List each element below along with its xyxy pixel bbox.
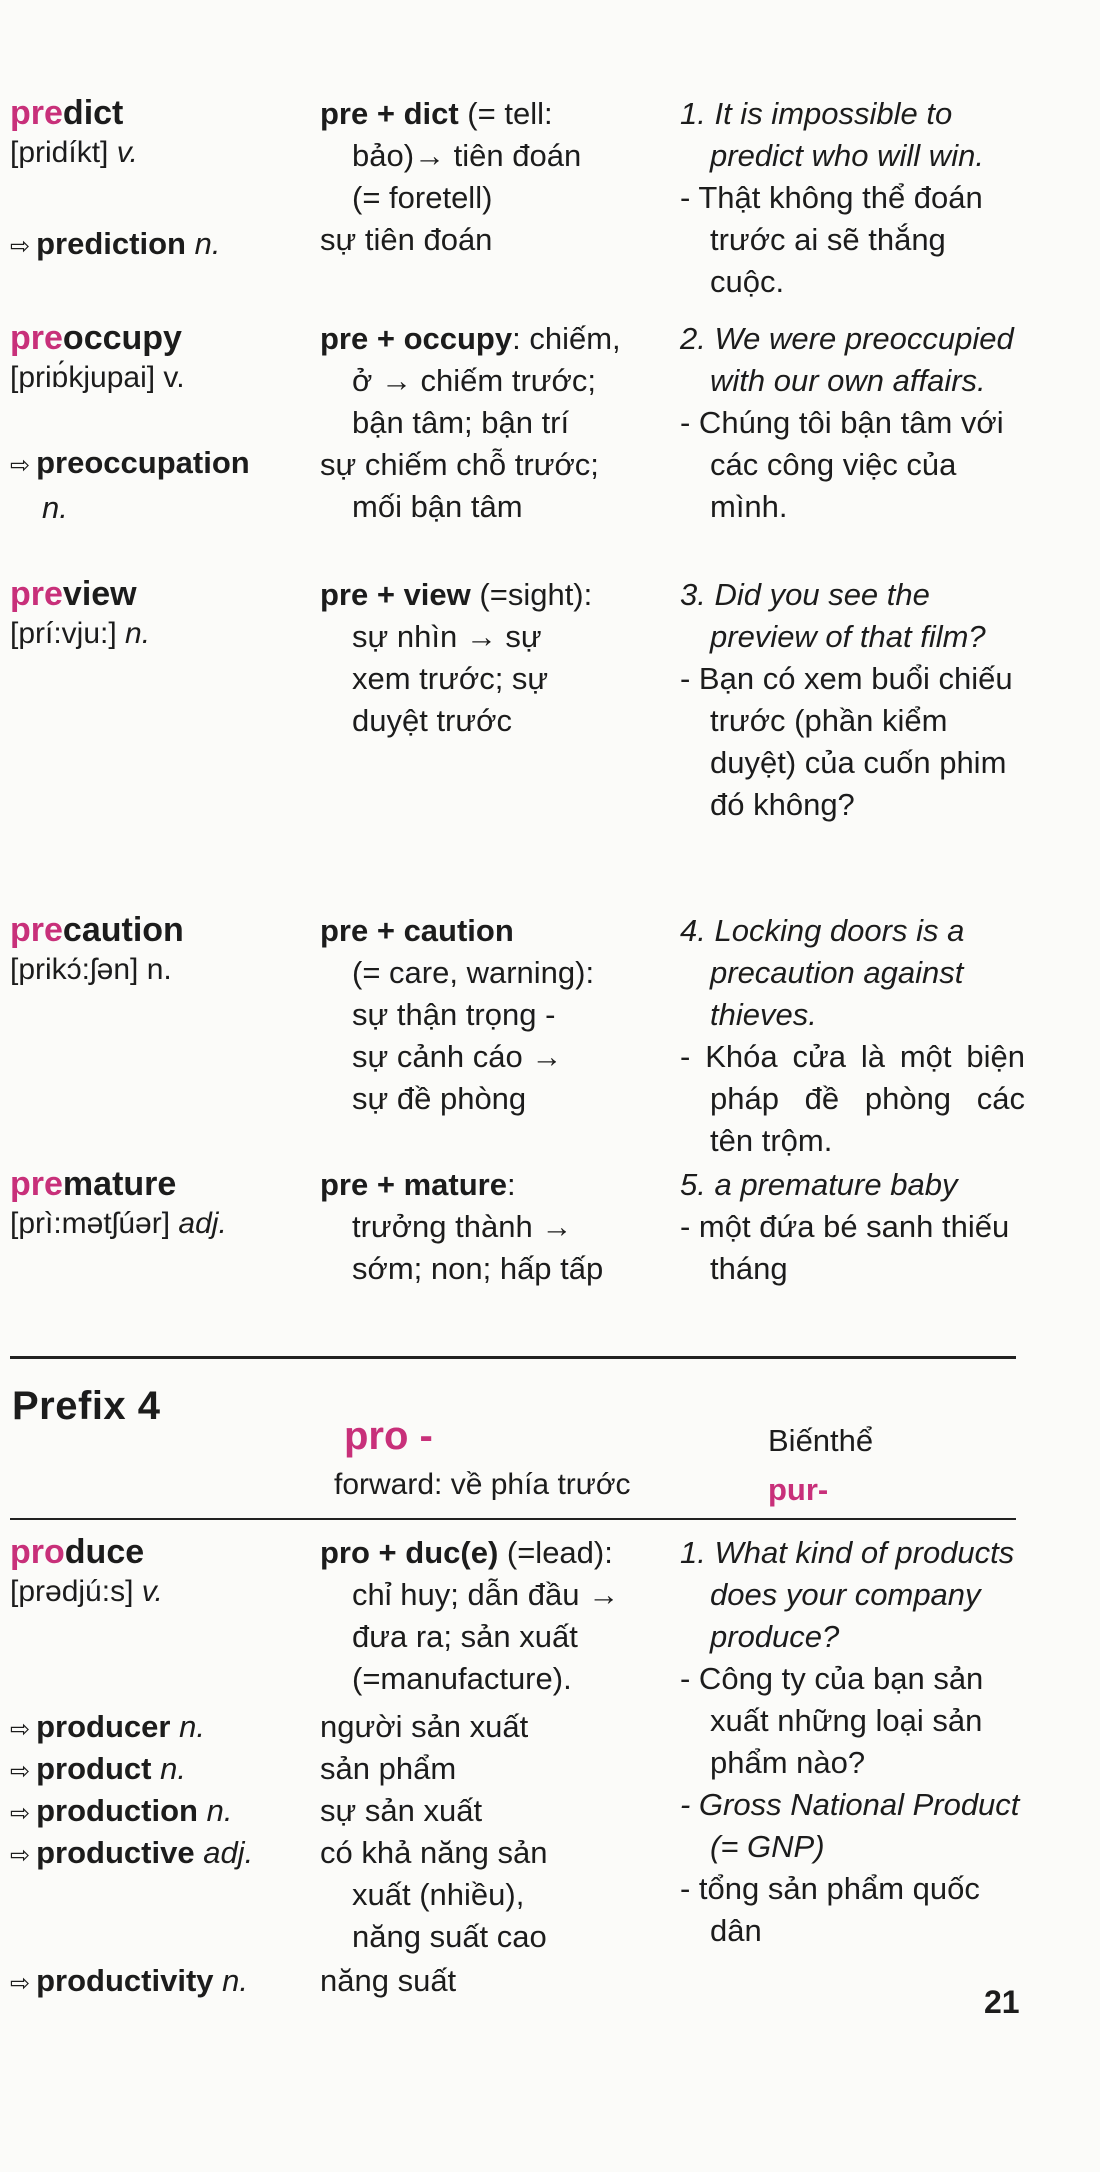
section-label: Prefix 4 [12,1384,161,1428]
example-english: 3. Did you see the preview of that film? [680,577,986,654]
derived-word-pos: n. [42,490,68,525]
pronunciation: [prí:vju:] n. [10,617,151,650]
etymology-line: sớm; non; hấp tấp [352,1251,604,1286]
example-vietnamese: - Thật không thể đoán trước ai sẽ thắng cuộc. [680,180,983,299]
right-arrow-outline-icon: ⇨ [10,233,31,260]
derived-meaning: mối bận tâm [352,489,523,524]
example-column [680,1164,1025,1290]
example-english: 4. Locking doors is a precaution against thieves. [680,913,965,1032]
headword-column [10,574,310,654]
derived-meaning: có khả năng sản xuất (nhiều), năng suất cao [320,1835,548,1954]
derived-meaning: sự sản xuất [320,1793,483,1828]
etymology-line: sự cảnh cáo → [352,1039,563,1074]
pronunciation: [prədjú:s] v. [10,1575,163,1608]
example-column [680,318,1025,528]
etymology-line: bận tâm; bận trí [352,405,570,440]
etymology-line: xem trước; sự [352,661,549,696]
etymology-column [320,93,670,261]
etymology-column [320,574,670,742]
etymology-line: đưa ra; sản xuất [352,1619,578,1654]
headword-column [10,93,310,268]
section-meaning: forward: về phía trước [334,1468,631,1501]
derived-meaning: người sản xuất [320,1709,529,1744]
example-column [680,574,1025,826]
etymology-line: pre + mature: [320,1167,516,1202]
dictionary-page: predict [pridíkt] v. ⇨ prediction n. pre + dict (= tell: bảo)→ tiên đoán (= foretell) sự tiên đoán 1. It is impossible to predict who will win. - Thật không thể đoán trước ai sẽ thắng cuộc. preoccupy [priɒ́kjupai] v. ⇨ preoccupation n. pre + occupy: chiếm, ở → chiếm trước; bận tâm; bận trí sự chiếm chỗ trước; mối bận tâm 2. We were preoccupied with our own affairs. - Chúng tôi bận tâm với các công việc của mình. preview [prí:vju:] n. pre + view (=sight): sự nhìn → sự xem trước; sự duyệt trước 3. Did you see the preview of that film? - Bạn có xem buổi chiếu trước (phần kiểm duyệt) của cuốn phim đó không? precaution [prikɔ́:ʃən] n. pre + caution (= care, warning): sự thận trọng - sự cảnh cáo → sự đề phòng 4. Locking doors is a precaution against thieves. - Khóa cửa là một biện pháp đề phòng các tên trộm. premature [prì:mətʃúər] adj. pre + mature: trưởng thành → sớm; non; hấp tấp 5. a premature baby - một đứa bé sanh thiếu tháng Prefix 4 pro - forward: về phía trước Biếnthể pur- produce [prədjú:s] v. pro + duc(e) (=lead): chỉ huy; dẫn đầu → đưa ra; sản xuất (=manufacture). 1. What kind of products does your company produce? - Công ty của bạn sản xuất những loại sản phẩm nào? - Gross National Product (= GNP) - tổng sản phẩm quốc dân ⇨ producer n. người sản xuất ⇨ product n. sản phẩm ⇨ production n. sự sản xuất ⇨ productive adj. có khả năng sản xuất (nhiều), năng suất cao ⇨ productivity n. năng suất 21 [10,94,1025,2020]
headword: premature [10,1165,177,1203]
right-arrow-outline-icon: ⇨ [10,1716,31,1743]
headword: predict [10,94,124,132]
derived-meaning: sản phẩm [320,1751,457,1786]
example-vietnamese: - Bạn có xem buổi chiếu trước (phần kiểm duyệt) của cuốn phim đó không? [680,661,1013,822]
example-english: 1. It is impossible to predict who will win. [680,96,984,173]
etymology-line: pre + caution [320,913,514,948]
variant-label: Biếnthể [768,1423,874,1458]
etymology-line: pre + view (=sight): [320,577,593,612]
derived-word: ⇨ preoccupation [10,445,250,480]
etymology-line: ở → chiếm trước; [352,363,596,398]
etymology-column [320,1164,670,1290]
pronunciation: [priɒ́kjupai] v. [10,361,185,394]
right-arrow-outline-icon: ⇨ [10,452,31,479]
etymology-line: pre + dict (= tell: [320,96,553,131]
header-divider [10,1518,1016,1520]
etymology-line: sự nhìn → sự [352,619,542,654]
right-arrow-outline-icon: ⇨ [10,1800,31,1827]
pronunciation: [pridíkt] v. [10,136,138,169]
headword: produce [10,1533,145,1571]
example-column [680,1532,1025,1952]
etymology-line: pro + duc(e) (=lead): [320,1535,613,1570]
right-arrow-outline-icon: ⇨ [10,1842,31,1869]
etymology-line: (=manufacture). [352,1661,572,1696]
etymology-line: chỉ huy; dẫn đầu → [352,1577,620,1612]
etymology-column [320,318,670,528]
etymology-line: bảo)→ tiên đoán [352,138,582,173]
example-vietnamese: - tổng sản phẩm quốc dân [680,1871,980,1948]
etymology-column [320,1532,670,1700]
headword: preoccupy [10,319,182,357]
headword-column [10,1164,310,1244]
right-arrow-outline-icon: ⇨ [10,1970,31,1997]
etymology-line: trưởng thành → [352,1209,573,1244]
example-vietnamese: - một đứa bé sanh thiếu tháng [680,1209,1010,1286]
etymology-line: (= foretell) [352,180,493,215]
section-prefix: pro - [344,1414,433,1458]
example-vietnamese: - Chúng tôi bận tâm với các công việc của mình. [680,405,1004,524]
example-column [680,93,1025,303]
etymology-line: sự thận trọng - [352,997,556,1032]
example-column [680,910,1025,1162]
headword: precaution [10,911,184,949]
variant-value: pur- [768,1472,829,1507]
example-vietnamese: - Công ty của bạn sản xuất những loại sản phẩm nào? [680,1661,984,1780]
derived-meaning: sự tiên đoán [320,222,493,257]
page-number: 21 [984,1984,1020,2020]
section-divider [10,1356,1016,1359]
etymology-line: pre + occupy: chiếm, [320,321,621,356]
etymology-line: sự đề phòng [352,1081,527,1116]
derived-meaning: sự chiếm chỗ trước; [320,447,599,482]
headword-column [10,318,310,529]
etymology-column [320,910,670,1120]
right-arrow-outline-icon: ⇨ [10,1758,31,1785]
headword-column [10,1532,310,1612]
example-english: 5. a premature baby [680,1167,958,1202]
headword: preview [10,575,137,613]
derived-meaning: năng suất [320,1963,457,1998]
derived-word: ⇨ prediction n. [10,226,221,261]
etymology-line: (= care, warning): [352,955,595,990]
example-english: - Gross National Product (= GNP) [680,1787,1020,1864]
example-vietnamese: - Khóa cửa là một biện pháp đề phòng các tên trộm. [680,1039,1025,1158]
headword-column [10,910,310,990]
etymology-line: duyệt trước [352,703,512,738]
pronunciation: [prì:mətʃúər] adj. [10,1207,227,1240]
example-english: 1. What kind of products does your company produce? [680,1535,1015,1654]
pronunciation: [prikɔ́:ʃən] n. [10,953,172,986]
example-english: 2. We were preoccupied with our own affairs. [680,321,1014,398]
